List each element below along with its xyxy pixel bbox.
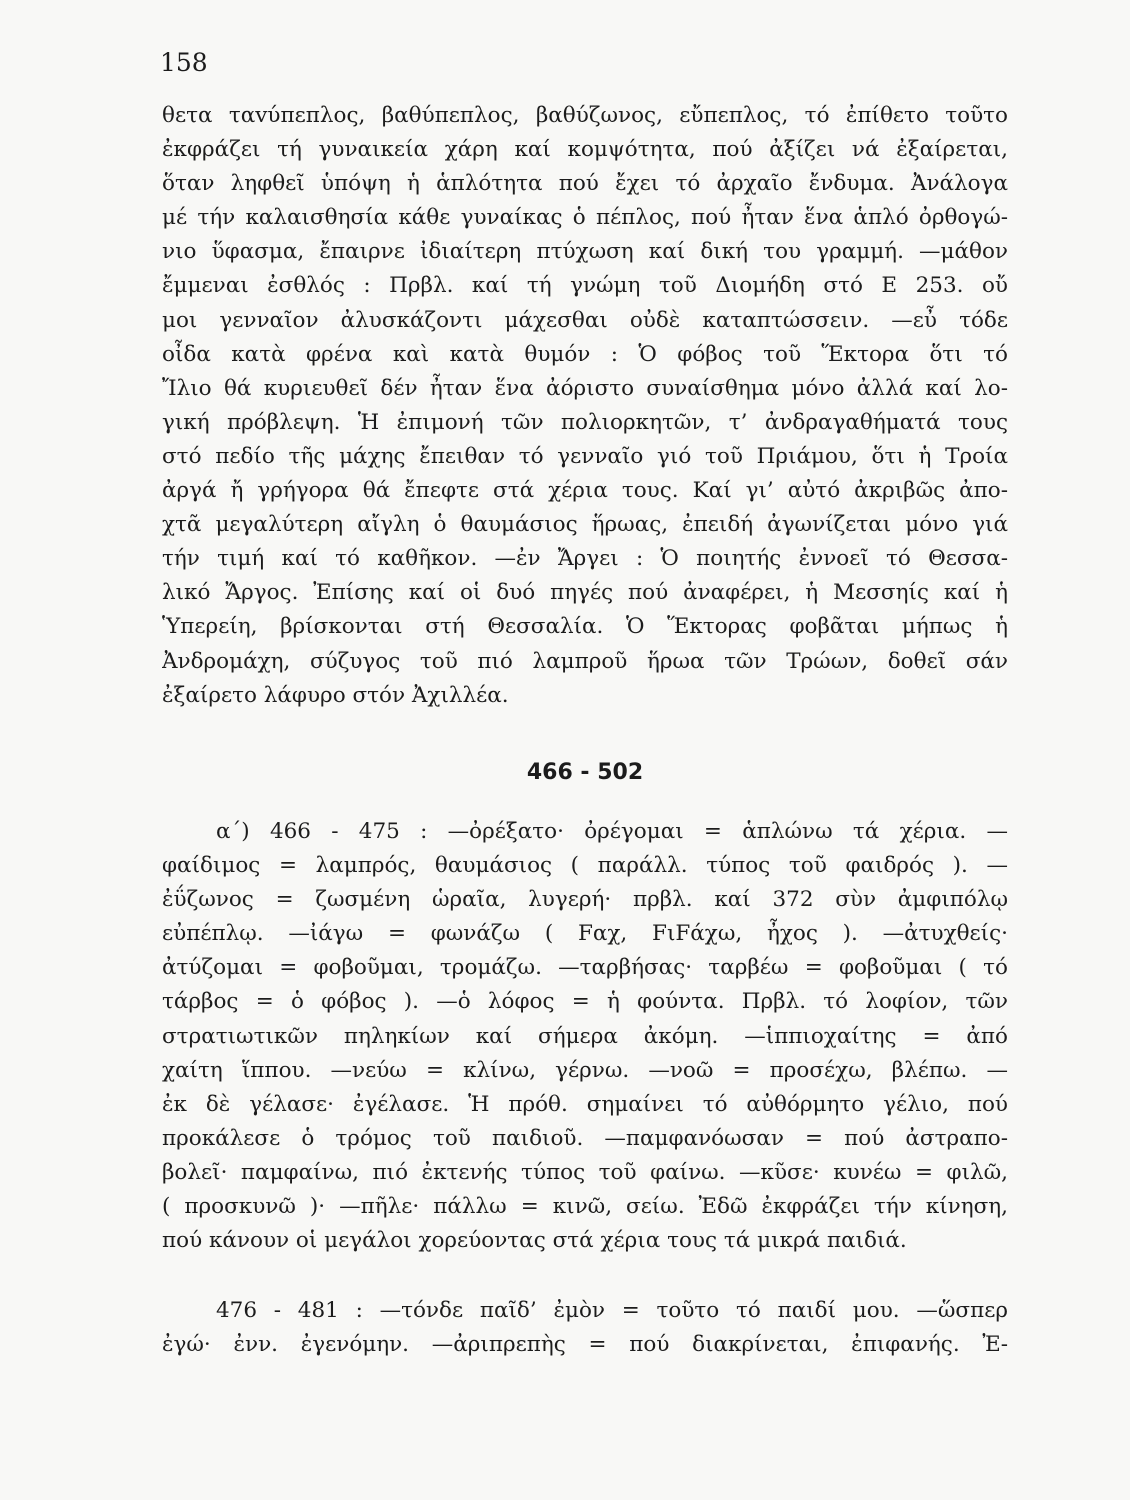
text-line: φαίδιμος = λαμπρός, θαυμάσιος ( παράλλ. τύπος τοῦ φαιδρός ). — [162,853,1008,879]
text-line: ἔμμεναι ἐσθλός : Πρβλ. καί τή γνώμη τοῦ Διομήδη στό Ε 253. οὔ [162,273,1008,299]
text-line: τήν τιμή καί τό καθῆκον. —ἐν Ἄργει : Ὁ ποιητής ἐννοεῖ τό Θεσσα- [162,546,1008,572]
text-line: πού κάνουν οἱ μεγάλοι χορεύοντας στά χέρια τους τά μικρά παιδιά. [162,1228,907,1254]
paragraph-3 [162,1294,1008,1362]
text-line: ἐξαίρετο λάφυρο στόν Ἀχιλλέα. [162,682,509,708]
text-line: 476 - 481 : —τόνδε παῖδ’ ἐμὸν = τοῦτο τό παιδί μου. —ὥσπερ [216,1298,1008,1323]
text-line: θετα ταvύπεπλος, βαθύπεπλος, βαθύζωνος, εὔπεπλος, τό ἐπίθετο τοῦτο [162,103,1008,128]
page-number: 158 [160,48,208,77]
text-line: ὅταν ληφθεῖ ὑπόψη ἡ ἁπλότητα πού ἔχει τό ἀρχαῖο ἔνδυμα. Ἀνάλογα [162,171,1008,197]
text-line: ἐΰζωνος = ζωσμένη ὡραῖα, λυγερή· πρβλ. καί 372 σὺν ἀμφιπόλῳ [162,887,1008,913]
text-line: μοι γενναῖον ἀλυσκάζοντι μάχεσθαι οὐδὲ καταπτώσσειν. —εὖ τόδε [162,307,1008,333]
text-line: γική πρόβλεψη. Ἡ ἐπιμονή τῶν πολιορκητῶν, τ’ ἀνδραγαθήματά τους [162,409,1008,435]
text-line: Ὑπερείη, βρίσκονται στή Θεσσαλία. Ὁ Ἕκτορας φοβᾶται μήπως ἡ [162,614,1008,640]
paragraph-1 [162,99,1008,713]
text-line: ἀτύζομαι = φοβοῦμαι, τρομάζω. —ταρβήσας· ταρβέω = φοβοῦμαι ( τό [162,955,1008,981]
text-line: προκάλεσε ὁ τρόμος τοῦ παιδιοῦ. —παμφανόωσαν = πού ἀστραπο- [162,1125,1008,1151]
text-line: βολεῖ· παμφαίνω, πιό ἐκτενής τύπος τοῦ φαίνω. —κῦσε· κυνέω = φιλῶ, [162,1159,1008,1185]
text-line: ἐγώ· ἐνν. ἐγενόμην. —ἀριπρεπὴς = πού διακρίνεται, ἐπιφανής. Ἐ- [162,1332,1008,1358]
text-line: μέ τήν καλαισθησία κάθε γυναίκας ὁ πέπλος, πού ἦταν ἕνα ἁπλό ὀρθογώ- [162,205,1008,231]
text-line: οἶδα κατὰ φρένα καὶ κατὰ θυμόν : Ὁ φόβος τοῦ Ἕκτορα ὅτι τό [162,341,1008,367]
text-line: λικό Ἄργος. Ἐπίσης καί οἱ δυό πηγές πού ἀναφέρει, ἡ Μεσσηίς καί ἡ [162,580,1008,606]
text-line: χαίτη ἵππου. —νεύω = κλίνω, γέρνω. —νοῶ = προσέχω, βλέπω. — [162,1057,1008,1083]
text-line: στρατιωτικῶν πηληκίων καί σήμερα ἀκόμη. —ἱππιοχαίτης = ἀπό [162,1023,1008,1049]
text-line: νιο ὕφασμα, ἔπαιρνε ἰδιαίτερη πτύχωση καί δική του γραμμή. —μάθον [162,239,1008,265]
text-line: χτᾶ μεγαλύτερη αἴγλη ὁ θαυμάσιος ἥρωας, ἐπειδή ἀγωνίζεται μόνο γιά [162,512,1008,538]
text-line: τάρβος = ὁ φόβος ). —ὁ λόφος = ἡ φούντα. Πρβλ. τό λοφίον, τῶν [162,989,1008,1015]
text-line: Ἴλιο θά κυριευθεῖ δέν ἦταν ἕνα ἀόριστο συναίσθημα μόνο ἀλλά καί λο- [162,375,1008,401]
text-line: ( προσκυνῶ )· —πῆλε· πάλλω = κινῶ, σείω. Ἐδῶ ἐκφράζει τήν κίνηση, [162,1194,1008,1220]
text-line: στό πεδίο τῆς μάχης ἔπειθαν τό γενναῖο γιό τοῦ Πριάμου, ὅτι ἡ Τροία [162,443,1008,469]
text-line: α΄) 466 - 475 : —ὀρέξατο· ὀρέγομαι = ἁπλώνω τά χέρια. — [216,819,1008,844]
section-heading: 466 - 502 [526,760,644,785]
text-line: ἐκφράζει τή γυναικεία χάρη καί κομψότητα, πού ἀξίζει νά ἐξαίρεται, [162,137,1008,163]
text-line: ἐκ δὲ γέλασε· ἐγέλασε. Ἡ πρόθ. σημαίνει τό αὐθόρμητο γέλιο, πού [162,1091,1008,1117]
text-line: Ἀνδρομάχη, σύζυγος τοῦ πιό λαμπροῦ ἥρωα τῶν Τρώων, δοθεῖ σάν [162,648,1008,674]
text-line: ἀργά ἤ γρήγορα θά ἔπεφτε στά χέρια τους. Καί γι’ αὐτό ἀκριβῶς ἀπο- [162,478,1008,504]
text-line: εὐπέπλῳ. —ἰάγω = φωνάζω ( Fαχ, FιFάχω, ἦχος ). —ἀτυχθείς· [162,921,1008,947]
paragraph-2 [162,815,1008,1258]
